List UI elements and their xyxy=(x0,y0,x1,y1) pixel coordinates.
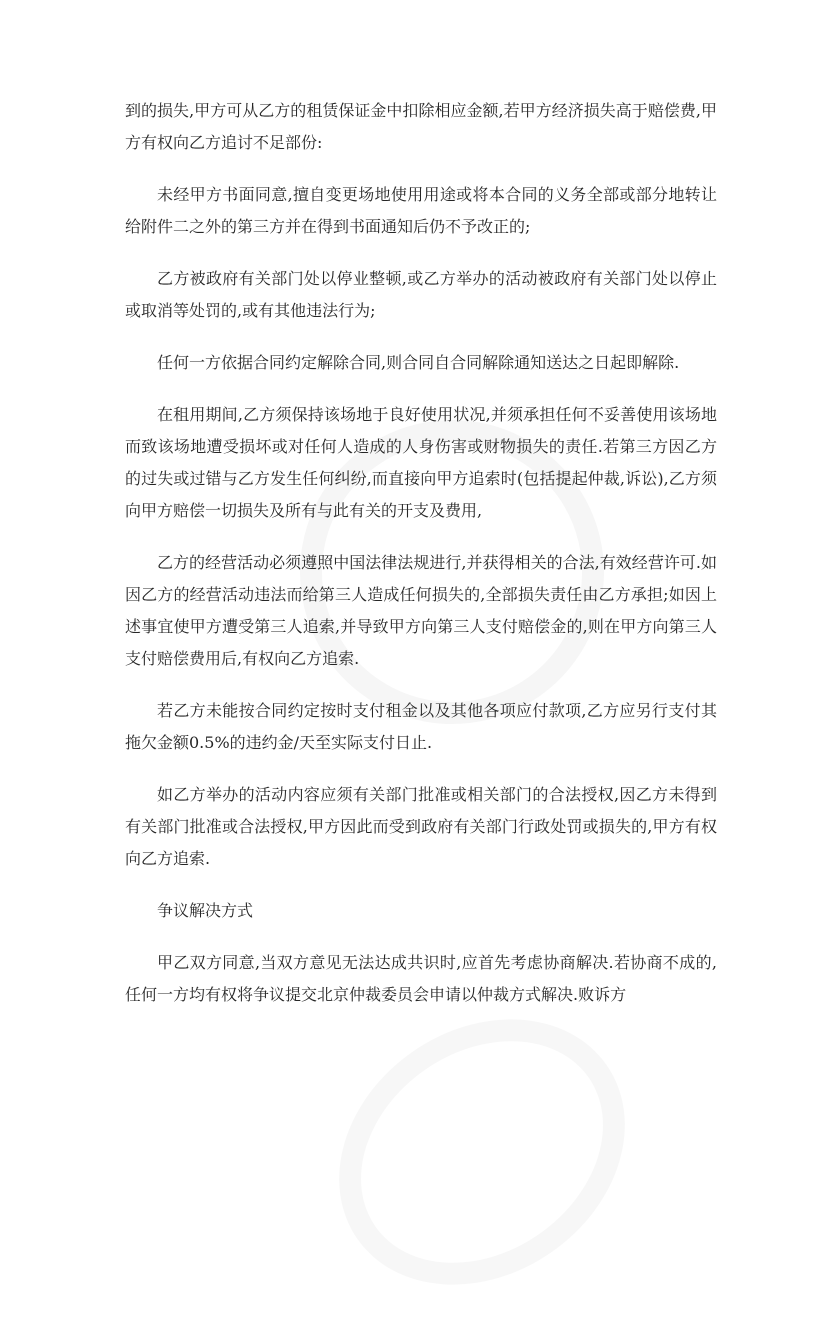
paragraph: 若乙方未能按合同约定按时支付租金以及其他各项应付款项,乙方应另行支付其拖欠金额0.5%的违约金/天至实际支付日止. xyxy=(125,701,717,752)
paragraph: 乙方的经营活动必须遵照中国法律法规进行,并获得相关的合法,有效经营许可.如因乙方的经营活动违法而给第三人造成任何损失的,全部损失责任由乙方承担;如因上述事宜使甲方遭受第三人追索,并导致甲方向第三人支付赔偿金的,则在甲方向第三人支付赔偿费用后,有权向乙方追索. xyxy=(125,553,717,668)
document-body xyxy=(125,95,717,1031)
paragraph: 未经甲方书面同意,擅自变更场地使用用途或将本合同的义务全部或部分地转让给附件二之外的第三方并在得到书面通知后仍不予改正的; xyxy=(125,185,717,236)
paragraph: 乙方被政府有关部门处以停业整顿,或乙方举办的活动被政府有关部门处以停止或取消等处罚的,或有其他违法行为; xyxy=(125,269,717,320)
paragraph: 在租用期间,乙方须保持该场地于良好使用状况,并须承担任何不妥善使用该场地而致该场地遭受损坏或对任何人造成的人身伤害或财物损失的责任.若第三方因乙方的过失或过错与乙方发生任何纠纷,而直接向甲方追索时(包括提起仲裁,诉讼),乙方须向甲方赔偿一切损失及所有与此有关的开支及费用, xyxy=(125,405,717,520)
paragraph: 甲乙双方同意,当双方意见无法达成共识时,应首先考虑协商解决.若协商不成的,任何一方均有权将争议提交北京仲裁委员会申请以仲裁方式解决.败诉方 xyxy=(125,953,717,1004)
paragraph: 任何一方依据合同约定解除合同,则合同自合同解除通知送达之日起即解除. xyxy=(157,353,680,372)
section-heading: 争议解决方式 xyxy=(157,901,254,920)
paragraph: 如乙方举办的活动内容应须有关部门批准或相关部门的合法授权,因乙方未得到有关部门批准或合法授权,甲方因此而受到政府有关部门行政处罚或损失的,甲方有权向乙方追索. xyxy=(125,785,717,868)
paragraph: 到的损失,甲方可从乙方的租赁保证金中扣除相应金额,若甲方经济损失高于赔偿费,甲方有权向乙方追讨不足部份: xyxy=(125,101,717,152)
